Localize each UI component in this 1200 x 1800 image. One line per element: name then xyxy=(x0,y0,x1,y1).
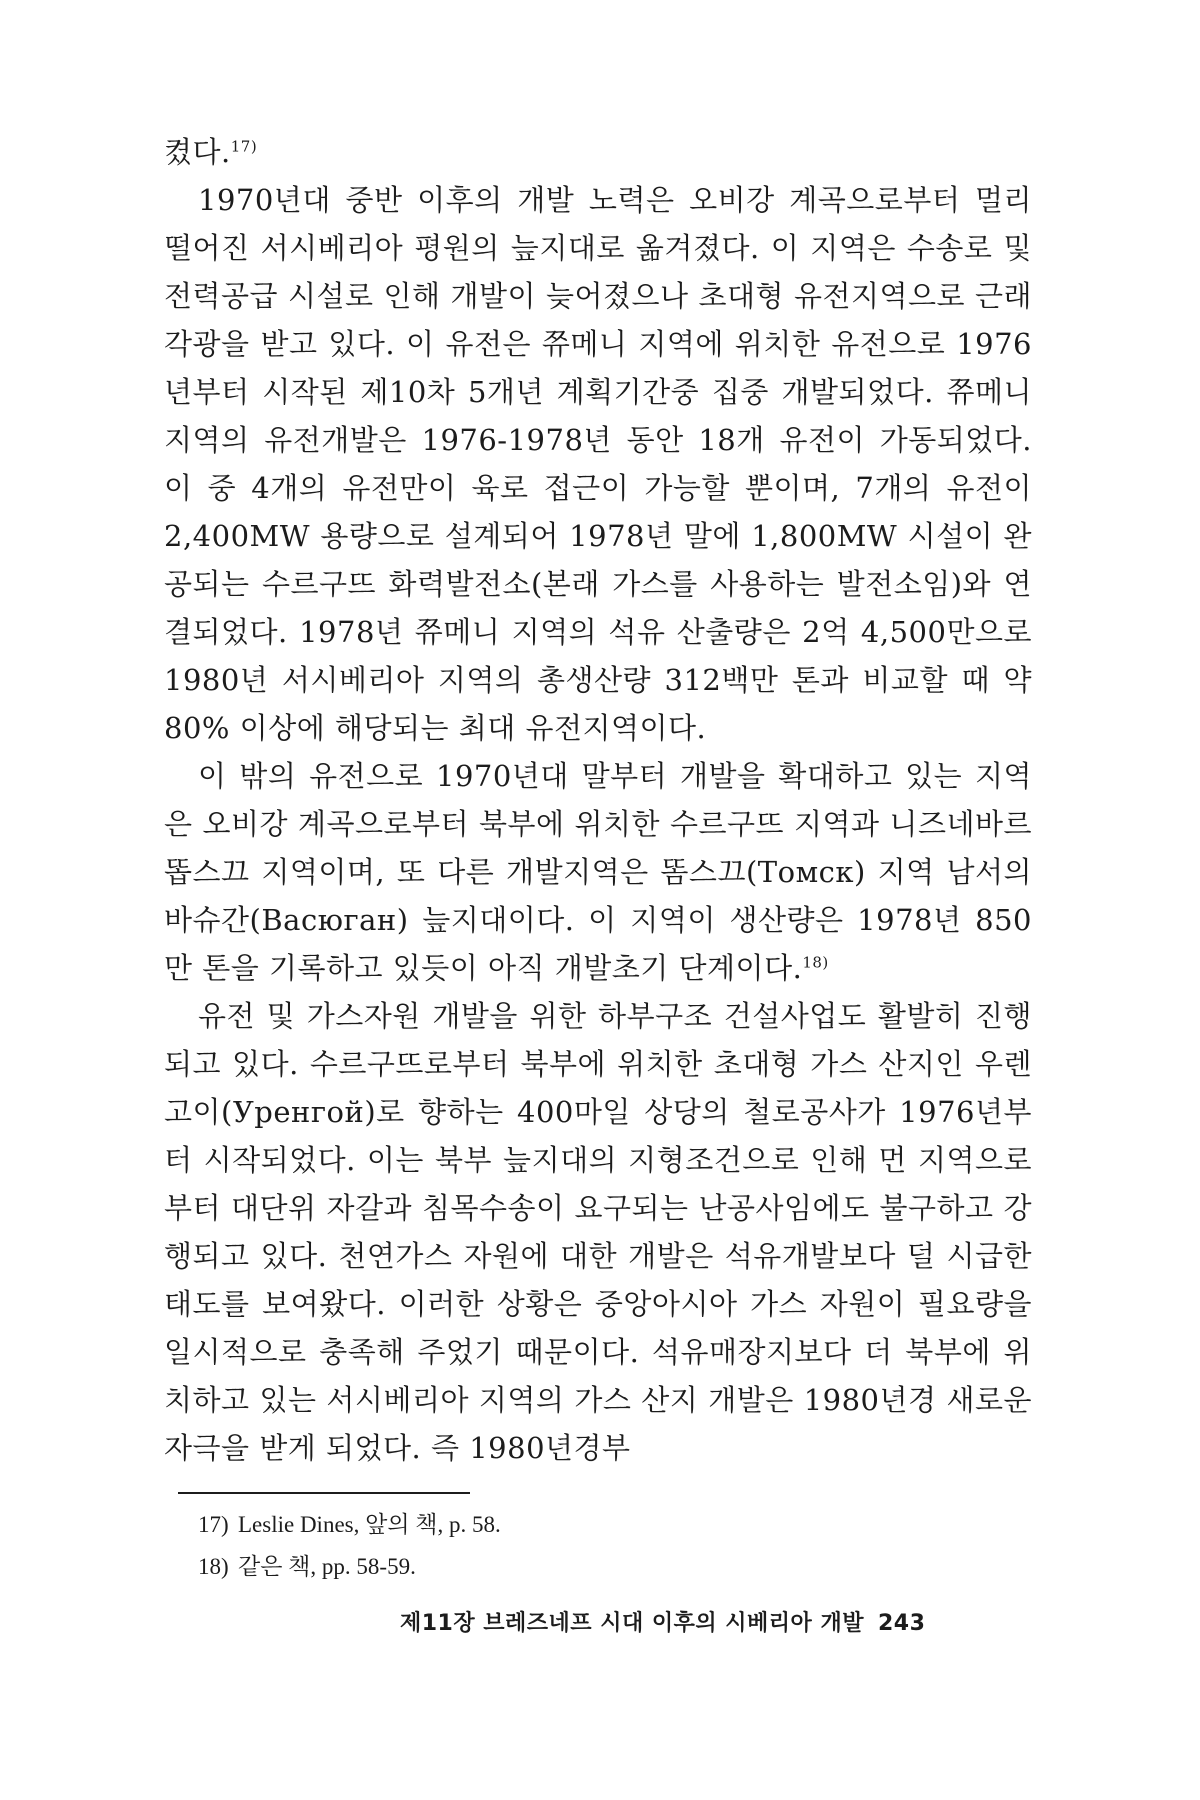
footnote-text: Leslie Dines, 앞의 책, p. 58. xyxy=(238,1512,501,1537)
footnote-divider xyxy=(178,1492,470,1494)
paragraph-3: 유전 및 가스자원 개발을 위한 하부구조 건설사업도 활발히 진행되고 있다. 수르구뜨로부터 북부에 위치한 초대형 가스 산지인 우렌고이(Уренгой)로 향하는 400마일 상당의 철로공사가 1976년부터 시작되었다. 이는 북부 늪지대의 지형조건으로 인해 먼 지역으로부터 대단위 자갈과 침목수송이 요구되는 난공사임에도 불구하고 강행되고 있다. 천연가스 자원에 대한 개발은 석유개발보다 덜 시급한 태도를 보여왔다. 이러한 상황은 중앙아시아 가스 자원이 필요량을 일시적으로 충족해 주었기 때문이다. 석유매장지보다 더 북부에 위치하고 있는 서시베리아 지역의 가스 산지 개발은 1980년경 새로운 자극을 받게 되었다. 즉 1980년경부 xyxy=(164,999,1032,1465)
footnote-17 xyxy=(198,1504,1018,1546)
page-number: 243 xyxy=(877,1611,926,1636)
footnote-ref-17: 17) xyxy=(230,137,258,156)
paragraph-2-text: 이 밖의 유전으로 1970년대 말부터 개발을 확대하고 있는 지역은 오비강 계곡으로부터 북부에 위치한 수르구뜨 지역과 니즈네바르똡스끄 지역이며, 또 다른 개발지역은 똠스끄(Томск) 지역 남서의 바슈간(Васюган) 늪지대이다. 이 지역이 생산량은 1978년 850만 톤을 기록하고 있듯이 아직 개발초기 단계이다. xyxy=(164,759,1032,985)
paragraph-2 xyxy=(164,752,1032,992)
footnote-text: 같은 책, pp. 58-59. xyxy=(238,1554,416,1579)
body-text xyxy=(164,128,1032,1472)
footnote-18 xyxy=(198,1546,1018,1588)
footnote-number: 17) xyxy=(198,1512,229,1537)
running-footer xyxy=(400,1606,1000,1637)
footnote-number: 18) xyxy=(198,1554,229,1579)
continuation-line xyxy=(164,128,1032,176)
paragraph-1: 1970년대 중반 이후의 개발 노력은 오비강 계곡으로부터 멀리 떨어진 서시베리아 평원의 늪지대로 옮겨졌다. 이 지역은 수송로 및 전력공급 시설로 인해 개발이 늦어졌으나 초대형 유전지역으로 근래 각광을 받고 있다. 이 유전은 쮸메니 지역에 위치한 유전으로 1976년부터 시작된 제10차 5개년 계획기간중 집중 개발되었다. 쮸메니 지역의 유전개발은 1976-1978년 동안 18개 유전이 가동되었다. 이 중 4개의 유전만이 육로 접근이 가능할 뿐이며, 7개의 유전이 2,400MW 용량으로 설계되어 1978년 말에 1,800MW 시설이 완공되는 수르구뜨 화력발전소(본래 가스를 사용하는 발전소임)와 연결되었다. 1978년 쮸메니 지역의 석유 산출량은 2억 4,500만으로 1980년 서시베리아 지역의 총생산량 312백만 톤과 비교할 때 약 80% 이상에 해당되는 최대 유전지역이다. xyxy=(164,183,1032,745)
footnote-ref-18: 18) xyxy=(802,953,829,972)
footnotes xyxy=(198,1504,1018,1588)
chapter-title: 제11장 브레즈네프 시대 이후의 시베리아 개발 xyxy=(400,1611,864,1636)
continuation-text: 켰다. xyxy=(164,135,231,169)
